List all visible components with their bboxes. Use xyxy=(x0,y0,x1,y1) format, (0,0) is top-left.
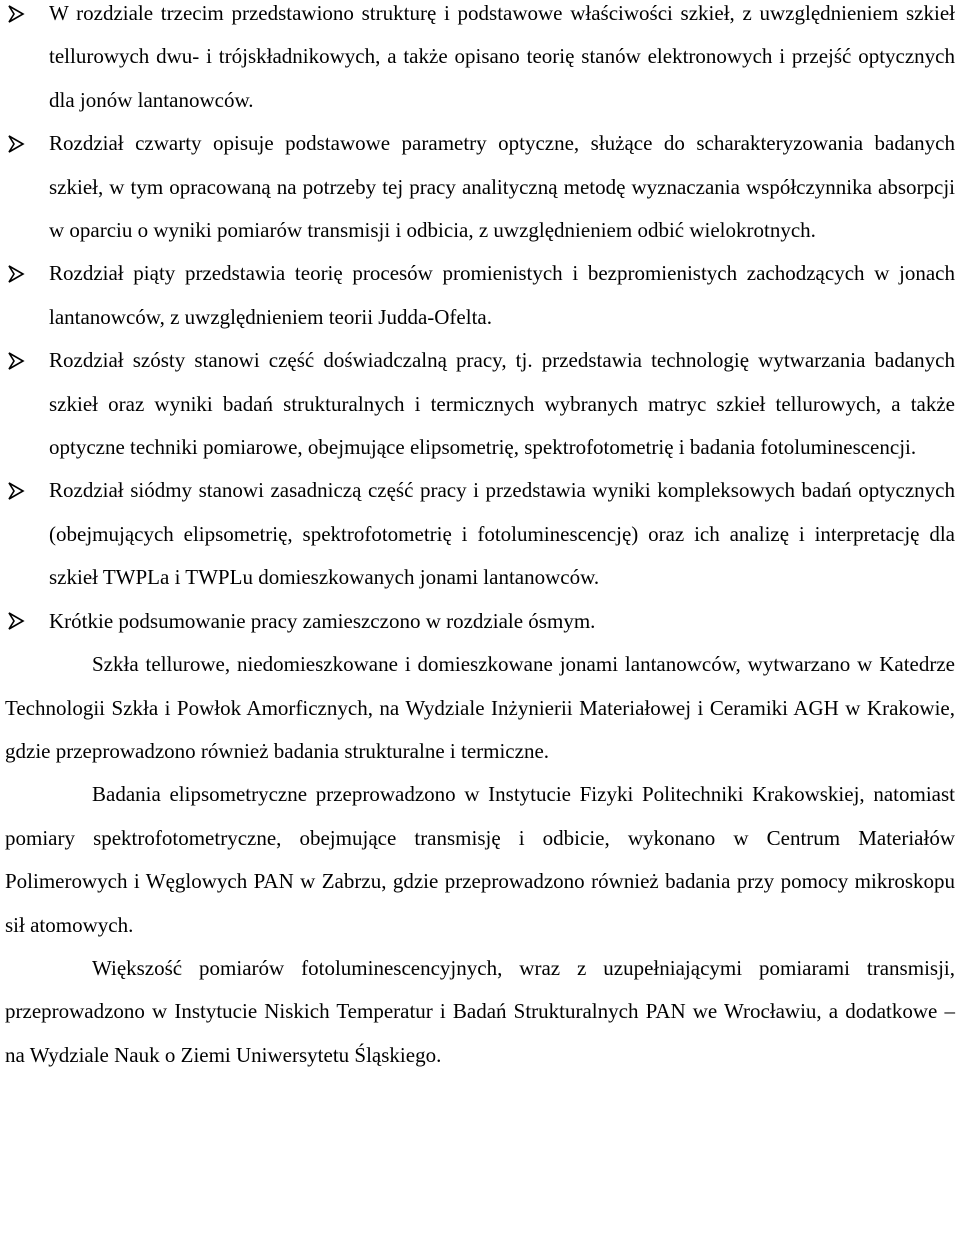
arrowhead-bullet-icon xyxy=(7,339,37,382)
list-item-text: Rozdział piąty przedstawia teorię procesów promienistych i bezpromienistych zachodzących w jonach lantanowców, z uwzględnieniem teorii Judda-Ofelta. xyxy=(49,261,955,329)
arrowhead-bullet-icon xyxy=(7,0,37,35)
list-item-text: Krótkie podsumowanie pracy zamieszczono w rozdziale ósmym. xyxy=(49,608,596,633)
list-item xyxy=(5,469,955,599)
list-item xyxy=(5,252,955,339)
list-item-text: Rozdział siódmy stanowi zasadniczą część pracy i przedstawia wyniki kompleksowych badań optycznych (obejmujących elipsometrię, spektrofotometrię i fotoluminescencję) oraz ich analizę i interpretację dla szkieł TWPLa i TWPLu domieszkowanych jonami lantanowców. xyxy=(49,478,955,590)
list-item xyxy=(5,600,955,643)
list-item-text: W rozdziale trzecim przedstawiono strukturę i podstawowe właściwości szkieł, z uwzględnieniem szkieł tellurowych dwu- i trójskładnikowych, a także opisano teorię stanów elektronowych i przejść optycznych dla jonów lantanowców. xyxy=(49,1,955,112)
arrowhead-bullet-icon xyxy=(7,600,37,643)
body-paragraph: Większość pomiarów fotoluminescencyjnych, wraz z uzupełniającymi pomiarami transmisji, przeprowadzono w Instytucie Niskich Temperatur i Badań Strukturalnych PAN we Wrocławiu, a dodatkowe – na Wydziale Nauk o Ziemi Uniwersytetu Śląskiego. xyxy=(5,955,955,1067)
list-item xyxy=(5,0,955,122)
list-item-text: Rozdział szósty stanowi część doświadczalną pracy, tj. przedstawia technologię wytwarzania badanych szkieł oraz wyniki badań strukturalnych i termicznych wybranych matryc szkieł tellurowych, a także optyczne techniki pomiarowe, obejmujące elipsometrię, spektrofotometrię i badania fotoluminescencji. xyxy=(49,348,955,460)
list-item xyxy=(5,122,955,252)
arrowhead-bullet-icon xyxy=(7,469,37,512)
chapter-summary-list xyxy=(5,0,955,643)
body-paragraph: Szkła tellurowe, niedomieszkowane i domieszkowane jonami lantanowców, wytwarzano w Katedrze Technologii Szkła i Powłok Amorficznych, na Wydziale Inżynierii Materiałowej i Ceramiki AGH w Krakowie, gdzie przeprowadzono również badania strukturalne i termiczne. xyxy=(5,652,955,763)
arrowhead-bullet-icon xyxy=(7,122,37,165)
body-paragraph: Badania elipsometryczne przeprowadzono w Instytucie Fizyki Politechniki Krakowskiej, natomiast pomiary spektrofotometryczne, obejmujące transmisję i odbicie, wykonano w Centrum Materiałów Polimerowych i Węglowych PAN w Zabrzu, gdzie przeprowadzono również badania przy pomocy mikroskopu sił atomowych. xyxy=(5,782,955,937)
list-item xyxy=(5,339,955,469)
list-item-text: Rozdział czwarty opisuje podstawowe parametry optyczne, służące do scharakteryzowania badanych szkieł, w tym opracowaną na potrzeby tej pracy analityczną metodę wyznaczania współczynnika absorpcji w oparciu o wyniki pomiarów transmisji i odbicia, z uwzględnieniem odbić wielokrotnych. xyxy=(49,131,955,243)
arrowhead-bullet-icon xyxy=(7,252,37,295)
